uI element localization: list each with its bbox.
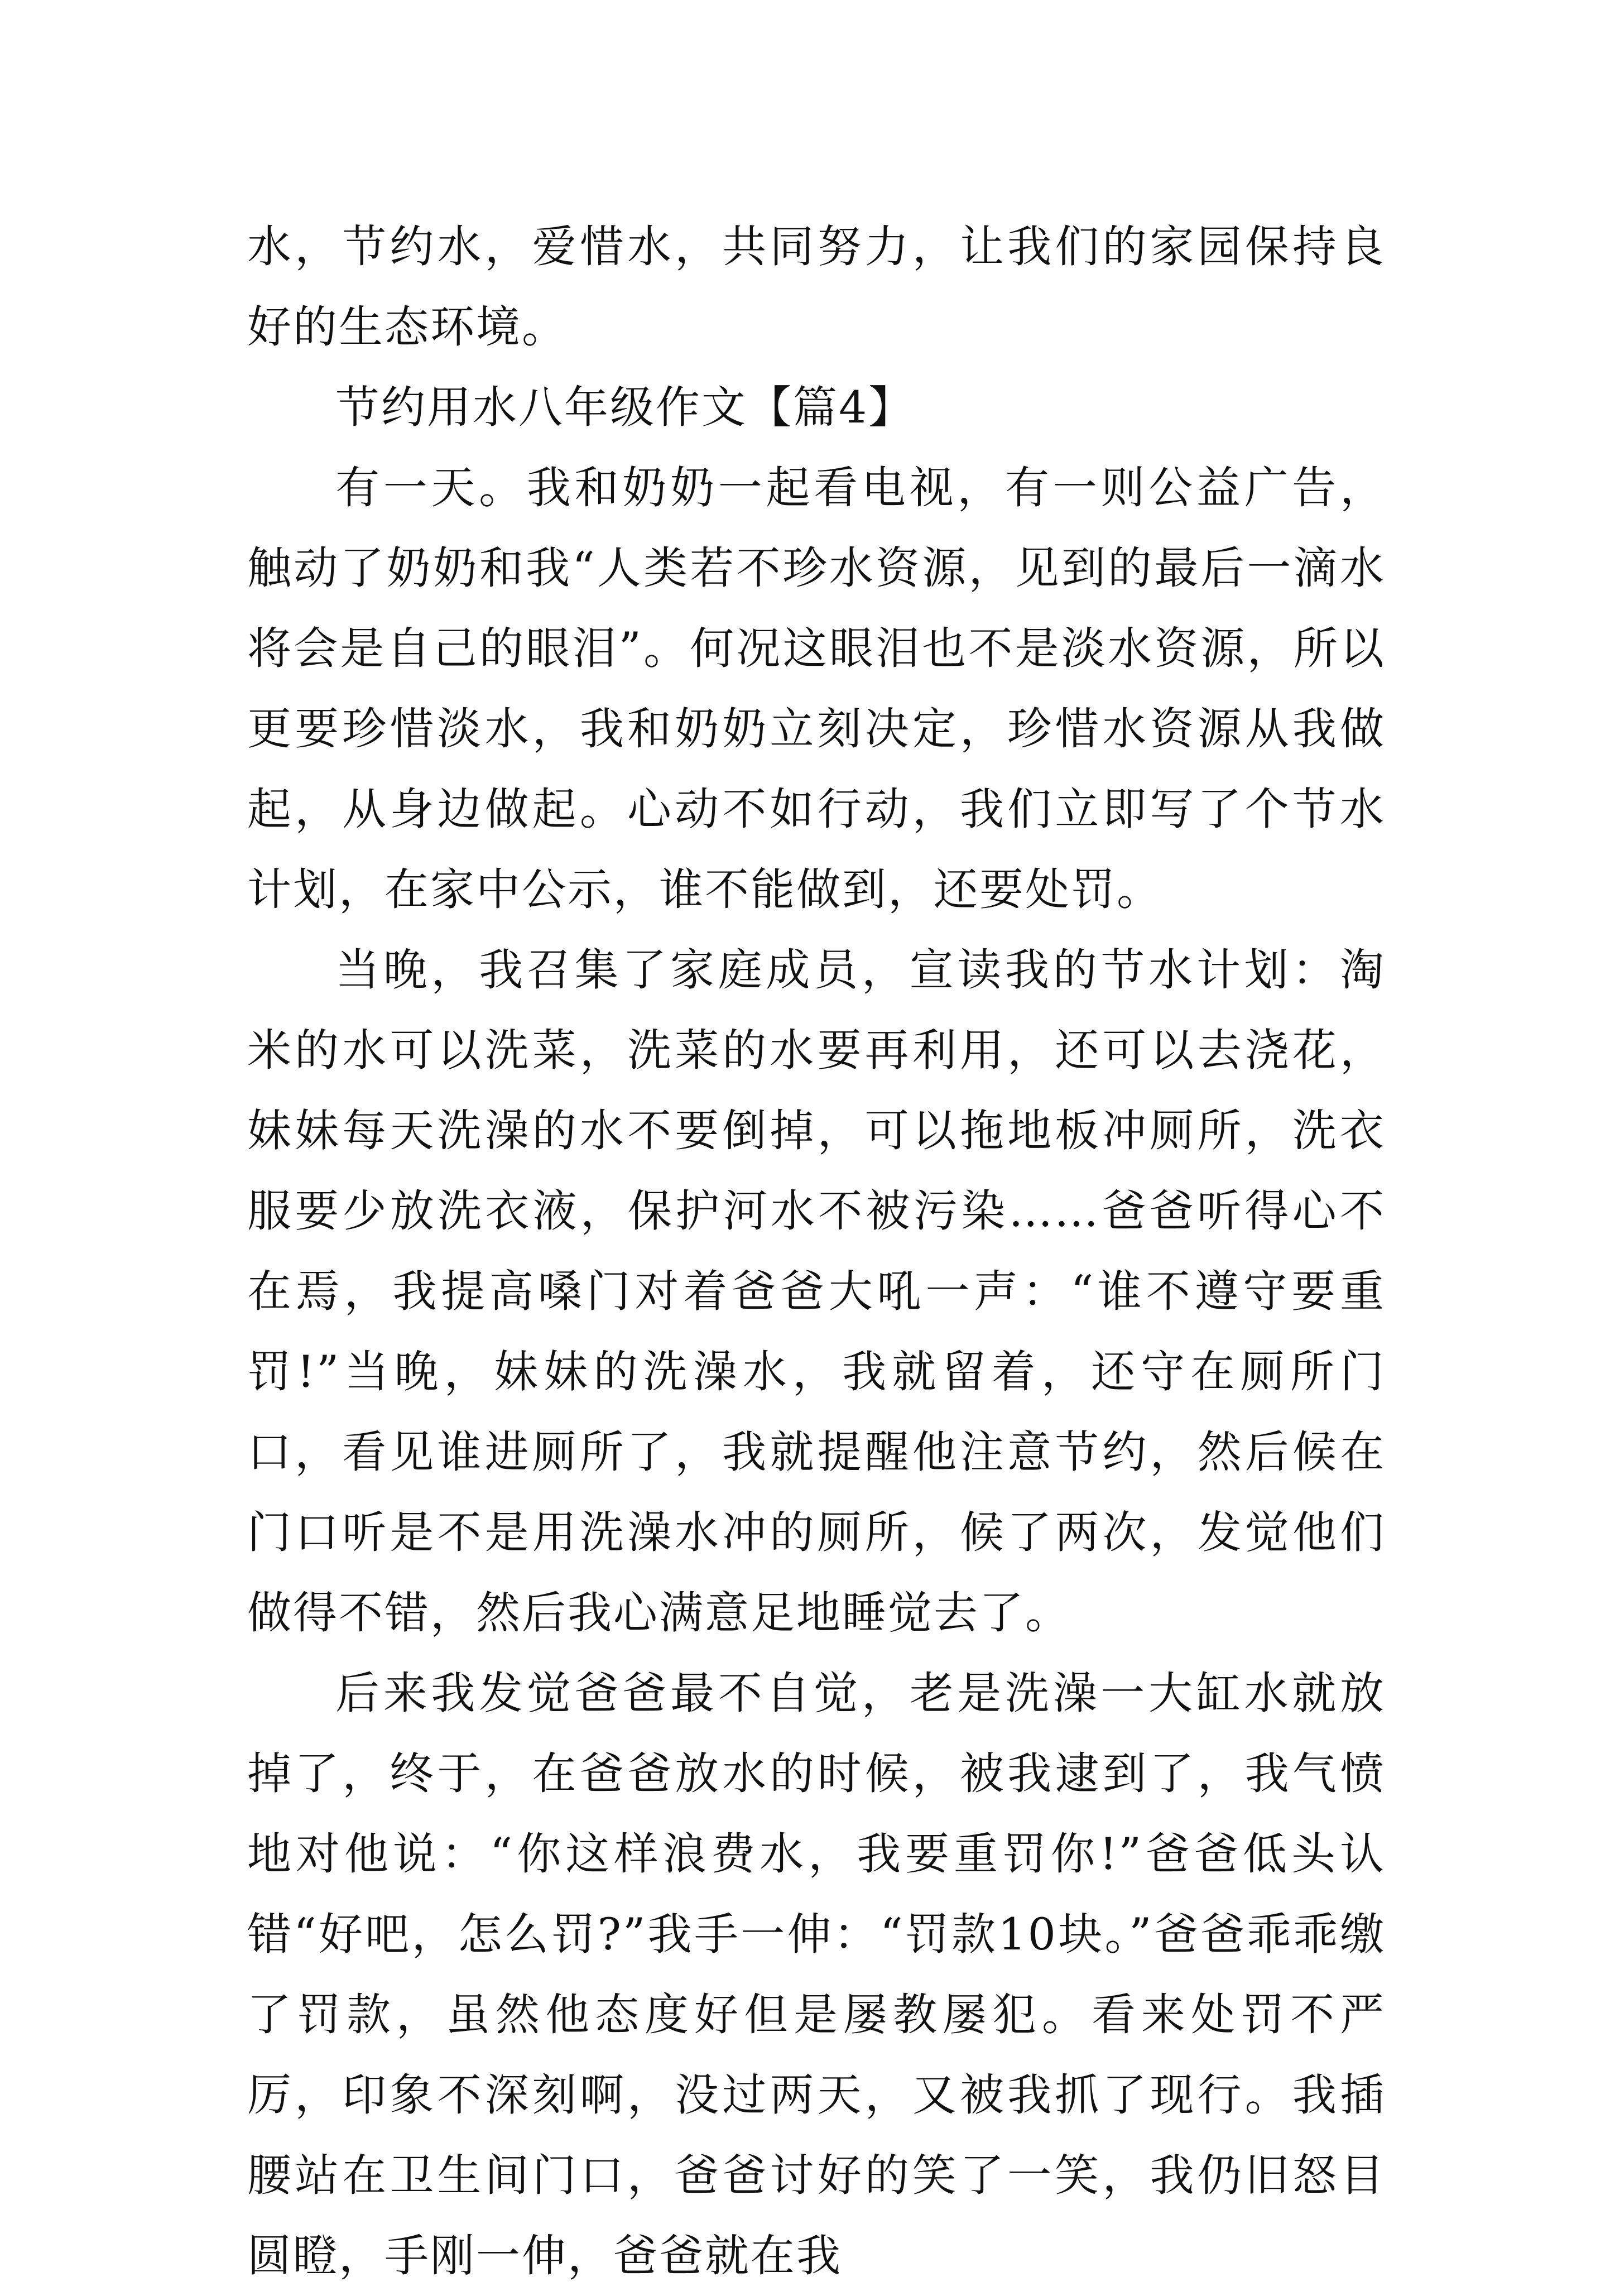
paragraph: 当晚，我召集了家庭成员，宣读我的节水计划：淘米的水可以洗菜，洗菜的水要再利用，还可以去浇花，妹妹每天洗澡的水不要倒掉，可以拖地板冲厕所，洗衣服要少放洗衣液，保护河水不被污染……爸爸听得心不在焉，我提高嗓门对着爸爸大吼一声：“谁不遵守要重罚!”当晚，妹妹的洗澡水，我就留着，还守在厕所门口，看见谁进厕所了，我就提醒他注意节约，然后候在门口听是不是用洗澡水冲的厕所，候了两次，发觉他们做得不错，然后我心满意足地睡觉去了。 [247, 944, 1386, 1639]
document-body [247, 206, 1386, 2296]
paragraph: 后来我发觉爸爸最不自觉，老是洗澡一大缸水就放掉了，终于，在爸爸放水的时候，被我逮到了，我气愤地对他说：“你这样浪费水，我要重罚你!”爸爸低头认错“好吧，怎么罚?”我手一伸：“罚款10块。”爸爸乖乖缴了罚款，虽然他态度好但是屡教屡犯。看来处罚不严厉，印象不深刻啊，没过两天，又被我抓了现行。我插腰站在卫生间门口，爸爸讨好的笑了一笑，我仍旧怒目圆瞪，手刚一伸，爸爸就在我 [247, 1668, 1386, 2281]
paragraph-continuation: 水，节约水，爱惜水，共同努力，让我们的家园保持良好的生态环境。 [247, 221, 1386, 353]
paragraph: 有一天。我和奶奶一起看电视，有一则公益广告，触动了奶奶和我“人类若不珍水资源，见到的最后一滴水将会是自己的眼泪”。何况这眼泪也不是淡水资源，所以更要珍惜淡水，我和奶奶立刻决定，珍惜水资源从我做起，从身边做起。心动不如行动，我们立即写了个节水计划，在家中公示，谁不能做到，还要处罚。 [247, 462, 1386, 915]
section-heading: 节约用水八年级作文【篇4】 [335, 382, 915, 433]
